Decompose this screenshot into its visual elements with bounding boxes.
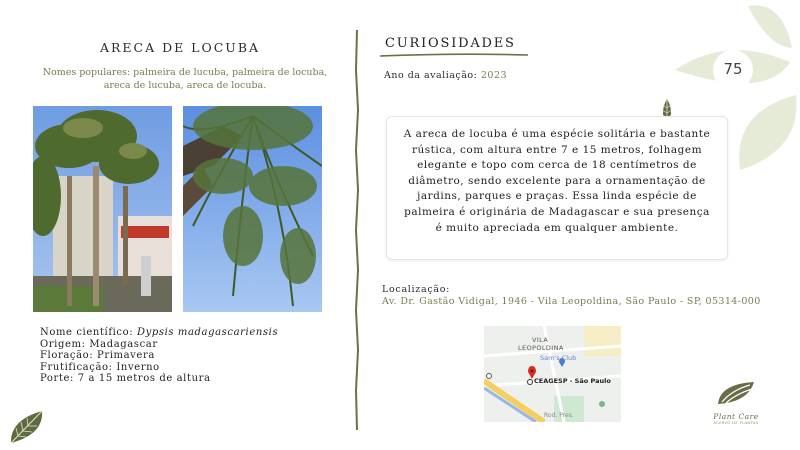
map-poi-club: Sam's Club [540, 354, 577, 362]
brand-logo [705, 380, 767, 425]
map-poi-ceagesp: CEAGESP - São Paulo [534, 377, 611, 385]
evaluation-year [384, 70, 507, 81]
fact-scientific-value: Dypsis madagascariensis [137, 327, 279, 338]
map-district-line2: LEOPOLDINA [518, 344, 564, 352]
plant-title: ARECA DE LOCUBA [99, 40, 261, 55]
brand-leaf-icon [714, 380, 758, 406]
palm-photo-street [33, 106, 172, 312]
fact-origin: Origem: Madagascar [40, 338, 158, 350]
brand-tagline: ACERVO DE PLANTAS [713, 421, 759, 425]
page-divider [350, 30, 364, 430]
fact-flowering: Floração: Primavera [40, 350, 155, 362]
palm-photo-canopy [183, 106, 322, 312]
fact-scientific-name [40, 327, 278, 339]
leaves-decoration-icon [672, 0, 800, 175]
fact-size: Porte: 7 a 15 metros de altura [40, 373, 211, 385]
fact-scientific-label: Nome científico: [40, 327, 134, 338]
fact-fruiting: Frutificação: Inverno [40, 361, 160, 373]
curiosities-heading: CURIOSIDADES [385, 36, 516, 51]
location-address[interactable]: Av. Dr. Gastão Vidigal, 1946 - Vila Leopoldina, São Paulo - SP, 05314-000 [382, 296, 761, 307]
plant-facts [40, 327, 278, 385]
page-number: 75 [723, 60, 743, 78]
map-street: Rod. Pres. [544, 412, 574, 419]
location-map[interactable] [484, 326, 621, 422]
popular-names: Nomes populares: palmeira de lucuba, palmeira de locuba, areca de lucuba, areca de locuba. [42, 67, 328, 91]
leaf-decoration-bottom-icon [8, 408, 46, 446]
location-label: Localização: [382, 284, 451, 295]
curiosities-card: A areca de locuba é uma espécie solitária e bastante rústica, com altura entre 7 e 15 metros, folhagem elegante e topo com cerca de 18 centímetros de diâmetro, sendo excelente para a ornamentação de jardins, parques e praças. Essa linda espécie de palmeira é originária de Madagascar e sua presença é muito apreciada em qualquer ambiente. [386, 116, 728, 260]
heading-underline [380, 52, 530, 60]
brand-name: Plant Care [713, 412, 759, 421]
year-value: 2023 [480, 70, 508, 81]
year-label: Ano da avaliação: [384, 70, 478, 81]
map-district-line1: VILA [532, 336, 549, 344]
